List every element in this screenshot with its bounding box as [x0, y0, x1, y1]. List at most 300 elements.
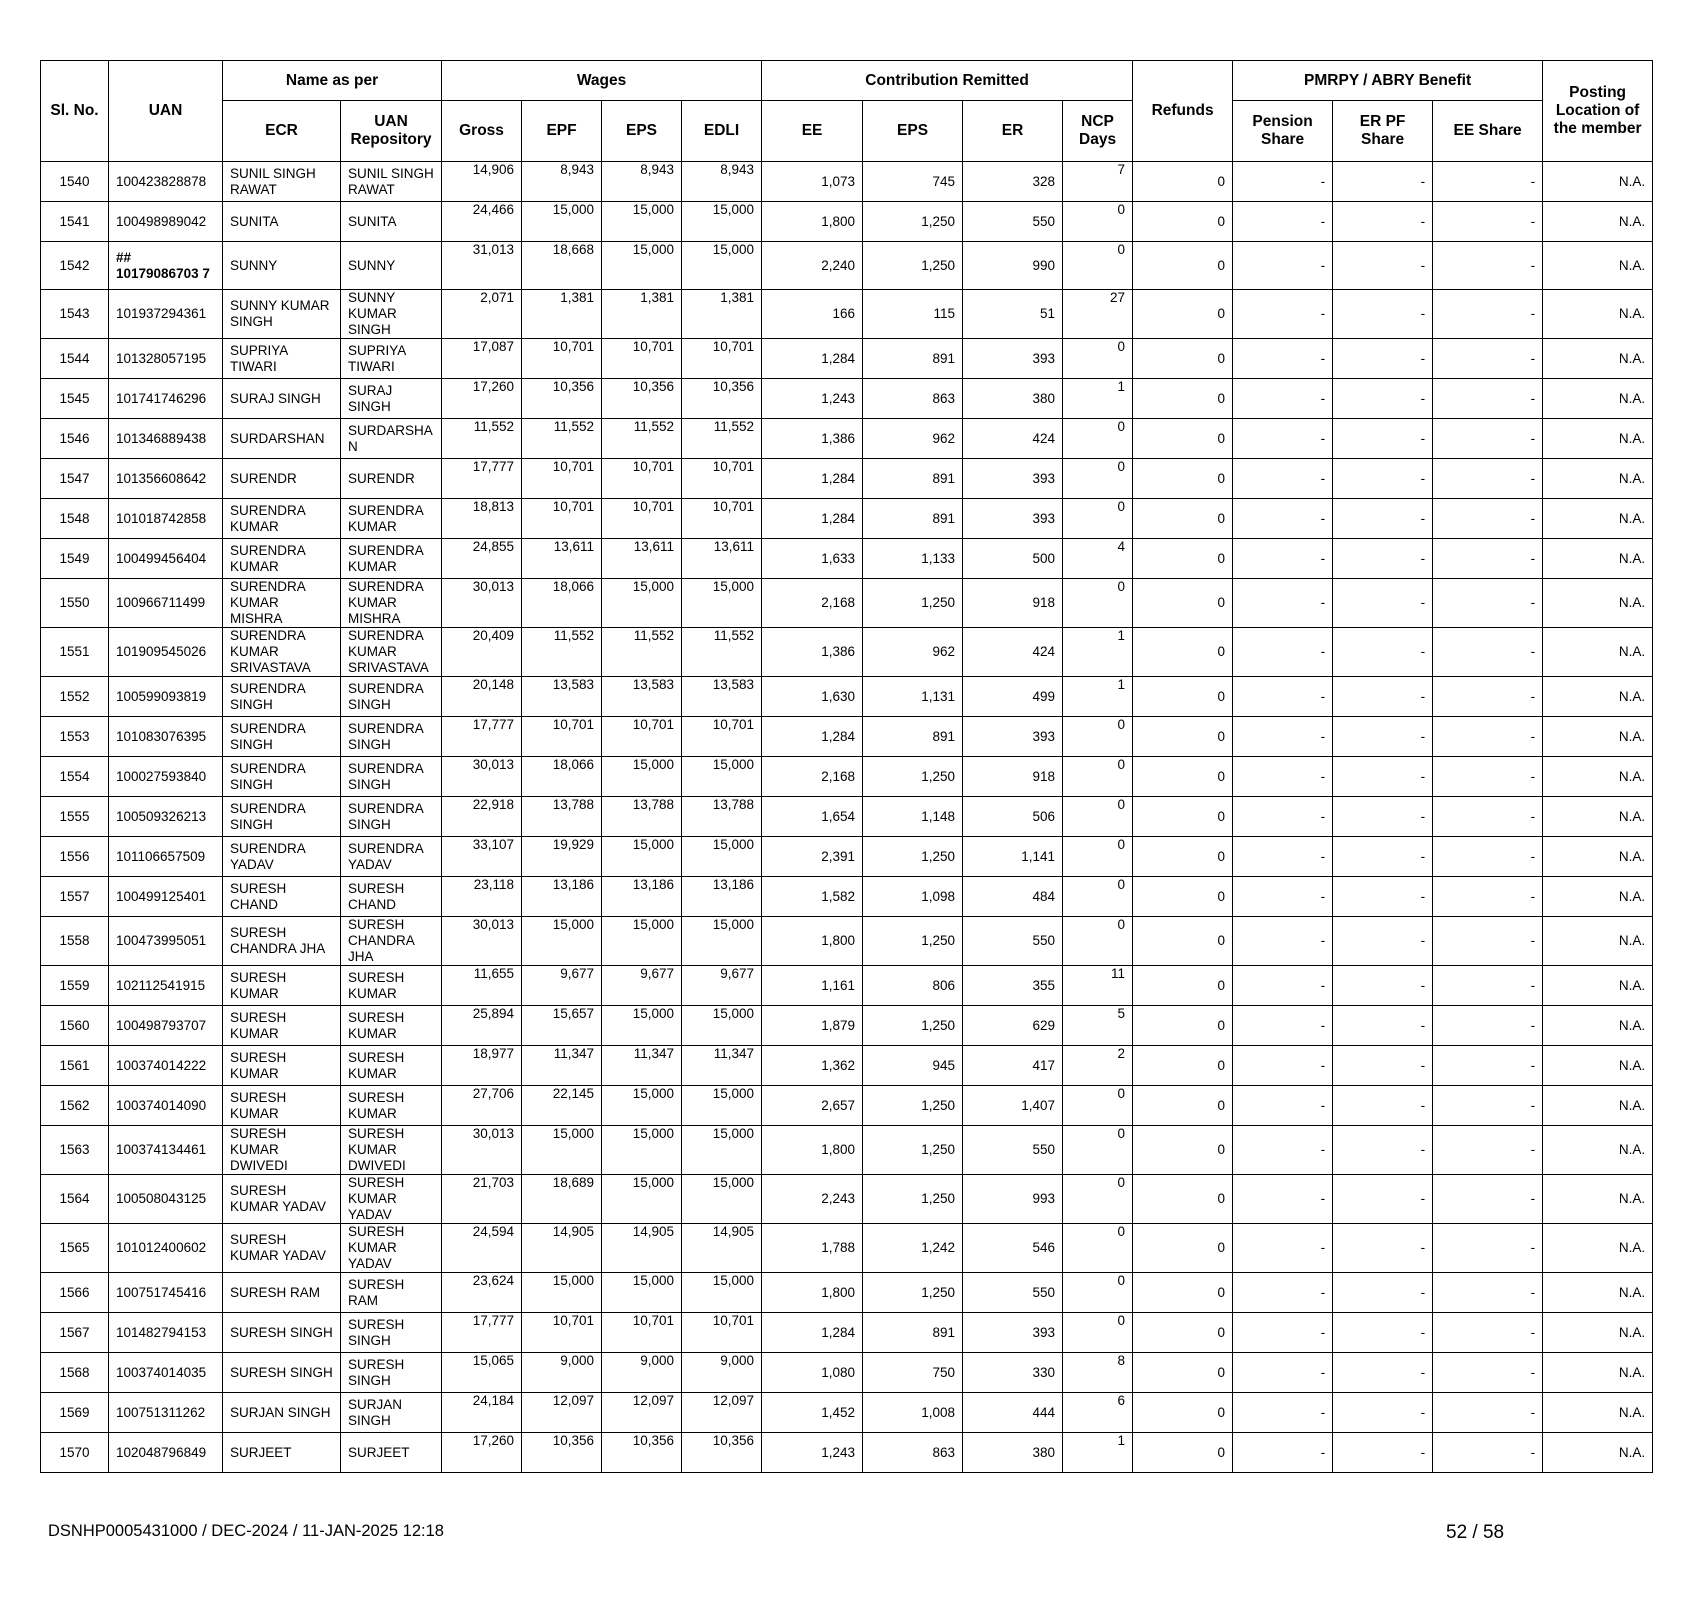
cell-uan: 100499456404	[109, 539, 223, 579]
cell-ecr-name: SURENDRA SINGH	[223, 797, 341, 837]
cell-er-pf-share: -	[1333, 1313, 1433, 1353]
cell-uan: 102048796849	[109, 1433, 223, 1473]
cell-ee: 2,168	[762, 757, 863, 797]
cell-er: 550	[963, 1273, 1063, 1313]
cell-pension-share: -	[1233, 202, 1333, 242]
cell-contribution-eps: 115	[863, 290, 963, 339]
cell-contribution-eps: 1,250	[863, 202, 963, 242]
cell-er: 990	[963, 242, 1063, 290]
table-row	[41, 379, 1653, 419]
cell-gross: 25,894	[442, 1006, 522, 1046]
cell-sl-no: 1548	[41, 499, 109, 539]
cell-er: 330	[963, 1353, 1063, 1393]
cell-er: 393	[963, 459, 1063, 499]
cell-ecr-name: SURESH CHANDRA JHA	[223, 917, 341, 966]
cell-uan: 101018742858	[109, 499, 223, 539]
cell-ee: 1,386	[762, 628, 863, 677]
cell-ee: 1,879	[762, 1006, 863, 1046]
cell-ncp-days: 0	[1063, 1126, 1133, 1175]
table-row	[41, 290, 1653, 339]
cell-wages-eps: 11,347	[602, 1046, 682, 1086]
cell-posting-location: N.A.	[1543, 1046, 1653, 1086]
cell-uan-repo-name: SURESH KUMAR DWIVEDI	[341, 1126, 442, 1175]
cell-contribution-eps: 1,242	[863, 1224, 963, 1273]
cell-er: 380	[963, 379, 1063, 419]
cell-ee-share: -	[1433, 459, 1543, 499]
cell-wages-eps: 15,000	[602, 579, 682, 628]
cell-uan-repo-name: SURESH KUMAR	[341, 1046, 442, 1086]
cell-gross: 17,777	[442, 1313, 522, 1353]
cell-ncp-days: 0	[1063, 717, 1133, 757]
cell-uan-repo-name: SURENDRA KUMAR SRIVASTAVA	[341, 628, 442, 677]
cell-ecr-name: SURESH CHAND	[223, 877, 341, 917]
cell-uan-repo-name: SURESH KUMAR	[341, 1086, 442, 1126]
cell-uan: 101482794153	[109, 1313, 223, 1353]
cell-refunds: 0	[1133, 579, 1233, 628]
cell-gross: 11,655	[442, 966, 522, 1006]
cell-refunds: 0	[1133, 290, 1233, 339]
cell-sl-no: 1543	[41, 290, 109, 339]
cell-ee-share: -	[1433, 379, 1543, 419]
cell-ncp-days: 8	[1063, 1353, 1133, 1393]
footer-page-number: 52 / 58	[1446, 1522, 1505, 1543]
cell-ecr-name: SURENDRA KUMAR	[223, 499, 341, 539]
cell-contribution-eps: 1,008	[863, 1393, 963, 1433]
cell-pension-share: -	[1233, 579, 1333, 628]
cell-epf: 9,677	[522, 966, 602, 1006]
cell-pension-share: -	[1233, 628, 1333, 677]
cell-epf: 15,657	[522, 1006, 602, 1046]
cell-refunds: 0	[1133, 379, 1233, 419]
cell-pension-share: -	[1233, 290, 1333, 339]
cell-gross: 30,013	[442, 917, 522, 966]
cell-uan-repo-name: SUNITA	[341, 202, 442, 242]
cell-pension-share: -	[1233, 1393, 1333, 1433]
cell-er: 918	[963, 757, 1063, 797]
cell-edli: 10,701	[682, 1313, 762, 1353]
cell-ecr-name: SURENDRA YADAV	[223, 837, 341, 877]
cell-contribution-eps: 1,148	[863, 797, 963, 837]
table-row	[41, 1046, 1653, 1086]
cell-pension-share: -	[1233, 877, 1333, 917]
cell-gross: 18,977	[442, 1046, 522, 1086]
cell-uan: 100499125401	[109, 877, 223, 917]
cell-epf: 15,000	[522, 1126, 602, 1175]
cell-sl-no: 1545	[41, 379, 109, 419]
cell-gross: 18,813	[442, 499, 522, 539]
cell-ee: 2,391	[762, 837, 863, 877]
cell-ee: 1,654	[762, 797, 863, 837]
cell-posting-location: N.A.	[1543, 677, 1653, 717]
cell-contribution-eps: 1,250	[863, 1175, 963, 1224]
cell-pension-share: -	[1233, 339, 1333, 379]
cell-ncp-days: 5	[1063, 1006, 1133, 1046]
table-row	[41, 1273, 1653, 1313]
cell-wages-eps: 13,611	[602, 539, 682, 579]
table-row	[41, 717, 1653, 757]
cell-refunds: 0	[1133, 917, 1233, 966]
cell-epf: 15,000	[522, 1273, 602, 1313]
cell-edli: 10,356	[682, 1433, 762, 1473]
cell-sl-no: 1556	[41, 837, 109, 877]
cell-er: 500	[963, 539, 1063, 579]
cell-ncp-days: 0	[1063, 1175, 1133, 1224]
cell-contribution-eps: 891	[863, 499, 963, 539]
cell-er-pf-share: -	[1333, 1175, 1433, 1224]
cell-uan-repo-name: SURENDRA YADAV	[341, 837, 442, 877]
cell-pension-share: -	[1233, 1353, 1333, 1393]
cell-er-pf-share: -	[1333, 1046, 1433, 1086]
cell-gross: 24,466	[442, 202, 522, 242]
cell-edli: 9,677	[682, 966, 762, 1006]
cell-refunds: 0	[1133, 539, 1233, 579]
cell-ee-share: -	[1433, 917, 1543, 966]
cell-gross: 22,918	[442, 797, 522, 837]
cell-uan: 100966711499	[109, 579, 223, 628]
cell-ecr-name: SURESH KUMAR YADAV	[223, 1175, 341, 1224]
table-row	[41, 1313, 1653, 1353]
cell-pension-share: -	[1233, 837, 1333, 877]
cell-ee: 1,386	[762, 419, 863, 459]
cell-ncp-days: 0	[1063, 1313, 1133, 1353]
cell-er-pf-share: -	[1333, 1273, 1433, 1313]
cell-epf: 14,905	[522, 1224, 602, 1273]
cell-ee-share: -	[1433, 419, 1543, 459]
cell-gross: 17,087	[442, 339, 522, 379]
cell-epf: 12,097	[522, 1393, 602, 1433]
cell-uan-repo-name: SURJEET	[341, 1433, 442, 1473]
cell-uan: 101937294361	[109, 290, 223, 339]
cell-ee-share: -	[1433, 1313, 1543, 1353]
table-row	[41, 1224, 1653, 1273]
cell-edli: 15,000	[682, 757, 762, 797]
cell-sl-no: 1569	[41, 1393, 109, 1433]
cell-edli: 9,000	[682, 1353, 762, 1393]
cell-ncp-days: 0	[1063, 757, 1133, 797]
cell-gross: 23,118	[442, 877, 522, 917]
cell-edli: 15,000	[682, 1175, 762, 1224]
cell-er: 499	[963, 677, 1063, 717]
cell-refunds: 0	[1133, 242, 1233, 290]
header-ecr: ECR	[223, 101, 341, 162]
cell-ee-share: -	[1433, 202, 1543, 242]
cell-epf: 8,943	[522, 162, 602, 202]
cell-epf: 18,689	[522, 1175, 602, 1224]
cell-refunds: 0	[1133, 202, 1233, 242]
cell-ncp-days: 0	[1063, 917, 1133, 966]
cell-sl-no: 1567	[41, 1313, 109, 1353]
cell-ncp-days: 0	[1063, 339, 1133, 379]
header-sl-no: Sl. No.	[41, 61, 109, 162]
cell-posting-location: N.A.	[1543, 628, 1653, 677]
cell-posting-location: N.A.	[1543, 757, 1653, 797]
cell-pension-share: -	[1233, 677, 1333, 717]
cell-er: 550	[963, 1126, 1063, 1175]
cell-ncp-days: 0	[1063, 1224, 1133, 1273]
cell-wages-eps: 12,097	[602, 1393, 682, 1433]
header-wages: Wages	[442, 61, 762, 101]
cell-er: 550	[963, 202, 1063, 242]
cell-er: 393	[963, 499, 1063, 539]
cell-edli: 15,000	[682, 1126, 762, 1175]
cell-sl-no: 1563	[41, 1126, 109, 1175]
cell-posting-location: N.A.	[1543, 419, 1653, 459]
cell-refunds: 0	[1133, 628, 1233, 677]
cell-er-pf-share: -	[1333, 579, 1433, 628]
cell-gross: 17,777	[442, 459, 522, 499]
cell-sl-no: 1557	[41, 877, 109, 917]
cell-uan-repo-name: SURESH KUMAR	[341, 966, 442, 1006]
table-row	[41, 419, 1653, 459]
cell-ee-share: -	[1433, 1353, 1543, 1393]
cell-epf: 11,552	[522, 419, 602, 459]
cell-er: 393	[963, 339, 1063, 379]
cell-pension-share: -	[1233, 966, 1333, 1006]
header-epf: EPF	[522, 101, 602, 162]
table-body	[41, 162, 1653, 1473]
cell-sl-no: 1554	[41, 757, 109, 797]
cell-ncp-days: 1	[1063, 628, 1133, 677]
cell-posting-location: N.A.	[1543, 539, 1653, 579]
cell-ee-share: -	[1433, 717, 1543, 757]
table-row	[41, 1086, 1653, 1126]
cell-uan: 100374014222	[109, 1046, 223, 1086]
cell-ee: 1,243	[762, 1433, 863, 1473]
cell-wages-eps: 15,000	[602, 1273, 682, 1313]
cell-edli: 10,701	[682, 717, 762, 757]
header-pension-share: Pension Share	[1233, 101, 1333, 162]
cell-uan-repo-name: SUNNY	[341, 242, 442, 290]
cell-sl-no: 1562	[41, 1086, 109, 1126]
cell-ecr-name: SUNNY KUMAR SINGH	[223, 290, 341, 339]
cell-contribution-eps: 1,250	[863, 917, 963, 966]
cell-pension-share: -	[1233, 419, 1333, 459]
cell-ee-share: -	[1433, 499, 1543, 539]
cell-gross: 20,148	[442, 677, 522, 717]
cell-edli: 15,000	[682, 1006, 762, 1046]
cell-contribution-eps: 1,250	[863, 1086, 963, 1126]
cell-refunds: 0	[1133, 717, 1233, 757]
cell-contribution-eps: 863	[863, 379, 963, 419]
cell-wages-eps: 10,701	[602, 459, 682, 499]
cell-ncp-days: 1	[1063, 1433, 1133, 1473]
cell-er-pf-share: -	[1333, 202, 1433, 242]
cell-ncp-days: 0	[1063, 419, 1133, 459]
cell-epf: 9,000	[522, 1353, 602, 1393]
cell-refunds: 0	[1133, 1175, 1233, 1224]
cell-contribution-eps: 1,250	[863, 837, 963, 877]
table-row	[41, 499, 1653, 539]
cell-wages-eps: 9,000	[602, 1353, 682, 1393]
cell-uan-repo-name: SUPRIYA TIWARI	[341, 339, 442, 379]
cell-sl-no: 1540	[41, 162, 109, 202]
cell-pension-share: -	[1233, 499, 1333, 539]
cell-er-pf-share: -	[1333, 1086, 1433, 1126]
cell-uan-repo-name: SURENDRA SINGH	[341, 757, 442, 797]
table-row	[41, 797, 1653, 837]
cell-er-pf-share: -	[1333, 877, 1433, 917]
cell-contribution-eps: 945	[863, 1046, 963, 1086]
cell-ecr-name: SURESH RAM	[223, 1273, 341, 1313]
cell-gross: 30,013	[442, 757, 522, 797]
cell-er: 1,141	[963, 837, 1063, 877]
cell-pension-share: -	[1233, 1433, 1333, 1473]
table-row	[41, 1175, 1653, 1224]
cell-uan-repo-name: SURESH KUMAR YADAV	[341, 1224, 442, 1273]
cell-ncp-days: 0	[1063, 797, 1133, 837]
cell-ee: 1,452	[762, 1393, 863, 1433]
cell-wages-eps: 15,000	[602, 917, 682, 966]
cell-contribution-eps: 962	[863, 419, 963, 459]
cell-gross: 24,855	[442, 539, 522, 579]
cell-sl-no: 1559	[41, 966, 109, 1006]
cell-sl-no: 1541	[41, 202, 109, 242]
cell-posting-location: N.A.	[1543, 877, 1653, 917]
cell-posting-location: N.A.	[1543, 339, 1653, 379]
cell-edli: 10,356	[682, 379, 762, 419]
cell-posting-location: N.A.	[1543, 917, 1653, 966]
cell-ee-share: -	[1433, 339, 1543, 379]
cell-ee: 2,168	[762, 579, 863, 628]
cell-wages-eps: 10,701	[602, 499, 682, 539]
cell-contribution-eps: 806	[863, 966, 963, 1006]
cell-wages-eps: 8,943	[602, 162, 682, 202]
cell-ncp-days: 0	[1063, 1273, 1133, 1313]
cell-uan: 100473995051	[109, 917, 223, 966]
table-row	[41, 677, 1653, 717]
cell-er-pf-share: -	[1333, 1393, 1433, 1433]
cell-er: 1,407	[963, 1086, 1063, 1126]
cell-uan-repo-name: SURENDRA SINGH	[341, 797, 442, 837]
cell-contribution-eps: 891	[863, 339, 963, 379]
cell-ee-share: -	[1433, 877, 1543, 917]
cell-ecr-name: SURESH KUMAR YADAV	[223, 1224, 341, 1273]
cell-epf: 22,145	[522, 1086, 602, 1126]
cell-ee-share: -	[1433, 1224, 1543, 1273]
cell-epf: 19,929	[522, 837, 602, 877]
table-row	[41, 1126, 1653, 1175]
cell-epf: 10,701	[522, 717, 602, 757]
cell-uan-repo-name: SURENDR	[341, 459, 442, 499]
cell-posting-location: N.A.	[1543, 379, 1653, 419]
cell-wages-eps: 15,000	[602, 837, 682, 877]
cell-refunds: 0	[1133, 966, 1233, 1006]
cell-refunds: 0	[1133, 1353, 1233, 1393]
header-ncp-days: NCP Days	[1063, 101, 1133, 162]
cell-posting-location: N.A.	[1543, 1353, 1653, 1393]
cell-uan: 100509326213	[109, 797, 223, 837]
cell-posting-location: N.A.	[1543, 717, 1653, 757]
cell-er-pf-share: -	[1333, 539, 1433, 579]
cell-gross: 2,071	[442, 290, 522, 339]
cell-refunds: 0	[1133, 1224, 1233, 1273]
cell-sl-no: 1565	[41, 1224, 109, 1273]
cell-er-pf-share: -	[1333, 1353, 1433, 1393]
cell-ecr-name: SURENDRA SINGH	[223, 757, 341, 797]
cell-er: 546	[963, 1224, 1063, 1273]
cell-ncp-days: 1	[1063, 677, 1133, 717]
cell-uan: 100599093819	[109, 677, 223, 717]
cell-er: 629	[963, 1006, 1063, 1046]
cell-uan: 100423828878	[109, 162, 223, 202]
cell-ncp-days: 0	[1063, 242, 1133, 290]
cell-posting-location: N.A.	[1543, 1126, 1653, 1175]
cell-wages-eps: 10,701	[602, 717, 682, 757]
cell-pension-share: -	[1233, 162, 1333, 202]
cell-refunds: 0	[1133, 1313, 1233, 1353]
cell-ee-share: -	[1433, 1393, 1543, 1433]
cell-ee-share: -	[1433, 1126, 1543, 1175]
cell-contribution-eps: 1,098	[863, 877, 963, 917]
cell-ee: 1,284	[762, 1313, 863, 1353]
cell-posting-location: N.A.	[1543, 459, 1653, 499]
cell-ncp-days: 7	[1063, 162, 1133, 202]
cell-uan-repo-name: SURDARSHA N	[341, 419, 442, 459]
cell-ee: 2,243	[762, 1175, 863, 1224]
header-pmrpy-abry: PMRPY / ABRY Benefit	[1233, 61, 1543, 101]
cell-ee: 1,800	[762, 1126, 863, 1175]
cell-sl-no: 1566	[41, 1273, 109, 1313]
cell-epf: 18,066	[522, 757, 602, 797]
cell-gross: 14,906	[442, 162, 522, 202]
cell-wages-eps: 10,356	[602, 379, 682, 419]
cell-ecr-name: SUPRIYA TIWARI	[223, 339, 341, 379]
cell-ee: 1,788	[762, 1224, 863, 1273]
table-row	[41, 966, 1653, 1006]
cell-pension-share: -	[1233, 1273, 1333, 1313]
cell-er-pf-share: -	[1333, 757, 1433, 797]
cell-gross: 17,777	[442, 717, 522, 757]
cell-edli: 11,552	[682, 419, 762, 459]
cell-wages-eps: 15,000	[602, 1006, 682, 1046]
cell-wages-eps: 10,356	[602, 1433, 682, 1473]
cell-uan-repo-name: SURESH RAM	[341, 1273, 442, 1313]
cell-edli: 14,905	[682, 1224, 762, 1273]
cell-epf: 18,668	[522, 242, 602, 290]
table-row	[41, 877, 1653, 917]
cell-uan: 100498989042	[109, 202, 223, 242]
cell-gross: 11,552	[442, 419, 522, 459]
cell-epf: 10,356	[522, 379, 602, 419]
cell-ee-share: -	[1433, 1046, 1543, 1086]
cell-posting-location: N.A.	[1543, 1086, 1653, 1126]
cell-pension-share: -	[1233, 717, 1333, 757]
cell-refunds: 0	[1133, 1393, 1233, 1433]
cell-refunds: 0	[1133, 677, 1233, 717]
cell-er-pf-share: -	[1333, 628, 1433, 677]
cell-gross: 17,260	[442, 1433, 522, 1473]
cell-ncp-days: 0	[1063, 579, 1133, 628]
cell-edli: 15,000	[682, 242, 762, 290]
cell-er-pf-share: -	[1333, 917, 1433, 966]
cell-refunds: 0	[1133, 162, 1233, 202]
cell-uan: ## 10179086703 7	[109, 242, 223, 290]
cell-wages-eps: 11,552	[602, 628, 682, 677]
cell-wages-eps: 13,186	[602, 877, 682, 917]
header-uan: UAN	[109, 61, 223, 162]
cell-wages-eps: 11,552	[602, 419, 682, 459]
cell-pension-share: -	[1233, 539, 1333, 579]
cell-epf: 10,356	[522, 1433, 602, 1473]
cell-gross: 21,703	[442, 1175, 522, 1224]
table-row	[41, 202, 1653, 242]
cell-ncp-days: 1	[1063, 379, 1133, 419]
cell-posting-location: N.A.	[1543, 202, 1653, 242]
cell-ee: 1,284	[762, 459, 863, 499]
cell-ee: 1,800	[762, 202, 863, 242]
cell-epf: 11,552	[522, 628, 602, 677]
cell-er-pf-share: -	[1333, 837, 1433, 877]
